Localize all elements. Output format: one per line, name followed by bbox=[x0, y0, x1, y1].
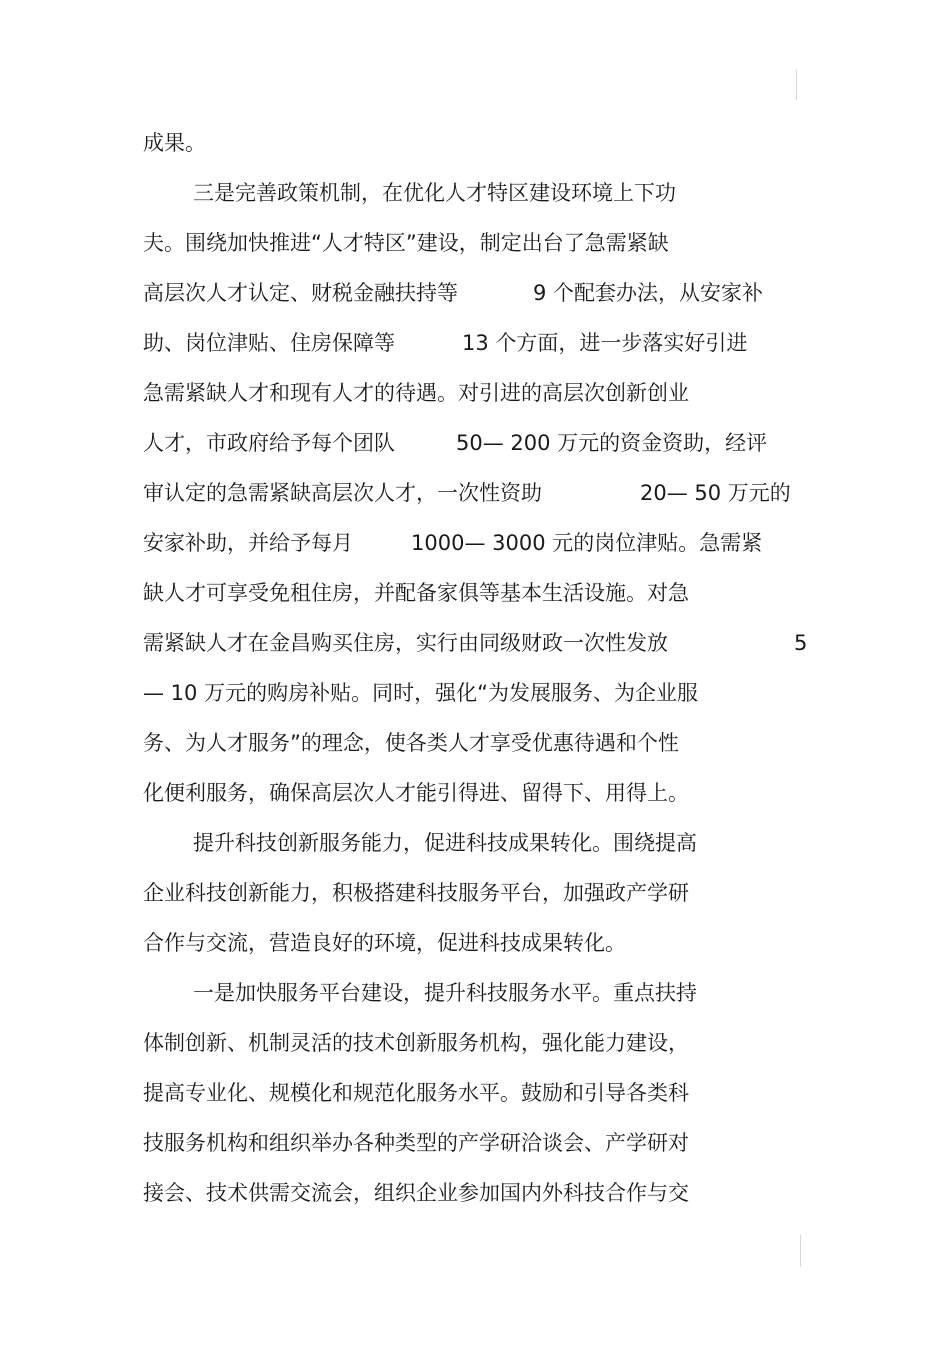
text-segment: 5 bbox=[794, 631, 808, 655]
text-segment: 务、为人才服务”的理念，使各类人才享受优惠待遇和个性 bbox=[143, 731, 679, 755]
text-line bbox=[0, 878, 950, 928]
text-segment: 缺人才可享受免租住房，并配备家俱等基本生活设施。对急 bbox=[143, 581, 689, 605]
text-line bbox=[0, 1178, 950, 1228]
text-segment: 审认定的急需紧缺高层次人才，一次性资助 bbox=[143, 481, 542, 505]
text-segment: 高层次人才认定、财税金融扶持等 bbox=[143, 281, 458, 305]
text-segment: 一是加快服务平台建设，提升科技服务水平。重点扶持 bbox=[193, 981, 697, 1005]
text-segment: 提高专业化、规模化和规范化服务水平。鼓励和引导各类科 bbox=[143, 1081, 689, 1105]
page-corner-mark-top bbox=[796, 70, 797, 100]
text-segment: 化便利服务，确保高层次人才能引得进、留得下、用得上。 bbox=[143, 781, 689, 805]
text-line bbox=[0, 328, 950, 378]
text-segment: 合作与交流，营造良好的环境，促进科技成果转化。 bbox=[143, 931, 626, 955]
text-segment: 成果。 bbox=[143, 131, 206, 155]
text-line bbox=[0, 1028, 950, 1078]
text-line bbox=[0, 428, 950, 478]
text-line bbox=[0, 728, 950, 778]
text-segment: 体制创新、机制灵活的技术创新服务机构，强化能力建设， bbox=[143, 1031, 689, 1055]
text-line bbox=[0, 228, 950, 278]
text-segment: 提升科技创新服务能力，促进科技成果转化。围绕提高 bbox=[193, 831, 697, 855]
text-line bbox=[0, 1128, 950, 1178]
text-segment: 9 个配套办法，从安家补 bbox=[533, 281, 764, 305]
text-segment: 三是完善政策机制，在优化人才特区建设环境上下功 bbox=[193, 181, 676, 205]
text-segment: 安家补助，并给予每月 bbox=[143, 531, 353, 555]
text-segment: 13 个方面，进一步落实好引进 bbox=[462, 331, 748, 355]
text-segment: 需紧缺人才在金昌购买住房，实行由同级财政一次性发放 bbox=[143, 631, 668, 655]
text-line bbox=[0, 978, 950, 1028]
text-line bbox=[0, 828, 950, 878]
text-segment: 夫。围绕加快推进“人才特区”建设，制定出台了急需紧缺 bbox=[143, 231, 669, 255]
text-line bbox=[0, 1078, 950, 1128]
text-segment: 人才，市政府给予每个团队 bbox=[143, 431, 395, 455]
page-corner-mark-bottom bbox=[800, 1235, 801, 1267]
text-segment: 1000— 3000 元的岗位津贴。急需紧 bbox=[411, 531, 763, 555]
text-segment: 接会、技术供需交流会，组织企业参加国内外科技合作与交 bbox=[143, 1181, 689, 1205]
text-line bbox=[0, 628, 950, 678]
text-line bbox=[0, 578, 950, 628]
text-line bbox=[0, 278, 950, 328]
text-line bbox=[0, 478, 950, 528]
text-line bbox=[0, 178, 950, 228]
text-line bbox=[0, 528, 950, 578]
text-segment: — 10 万元的购房补贴。同时，强化“为发展服务、为企业服 bbox=[143, 681, 698, 705]
text-line bbox=[0, 128, 950, 178]
text-segment: 急需紧缺人才和现有人才的待遇。对引进的高层次创新创业 bbox=[143, 381, 689, 405]
text-line bbox=[0, 378, 950, 428]
text-line bbox=[0, 678, 950, 728]
text-segment: 助、岗位津贴、住房保障等 bbox=[143, 331, 395, 355]
text-line bbox=[0, 928, 950, 978]
text-segment: 技服务机构和组织举办各种类型的产学研洽谈会、产学研对 bbox=[143, 1131, 689, 1155]
text-line bbox=[0, 778, 950, 828]
text-segment: 50— 200 万元的资金资助，经评 bbox=[456, 431, 768, 455]
text-segment: 企业科技创新能力，积极搭建科技服务平台，加强政产学研 bbox=[143, 881, 689, 905]
text-segment: 20— 50 万元的 bbox=[640, 481, 791, 505]
